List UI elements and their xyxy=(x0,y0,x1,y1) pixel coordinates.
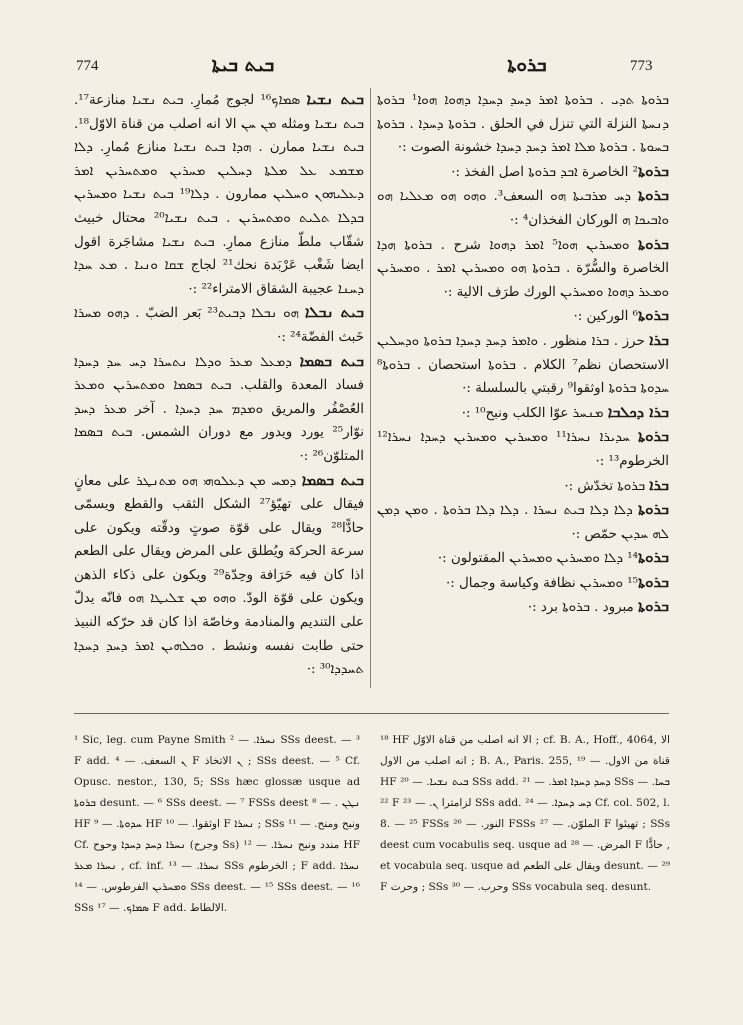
entry-lemma: ܒܪܘܬܐ xyxy=(637,597,669,616)
entry-definition: ܕܠܐ ܕܠܐ ܒܝܬ ܢܚܪܐ . ܕܠܐ ܕܠܐ ܒܪܘܬܐ . ܘܡܢ ܕܡܢ ܠܗ ܚܕܝܢ حمّص :· xyxy=(377,503,669,542)
entry-lemma: ܒܪܐ xyxy=(649,475,669,494)
entry-definition: ܚܕܝܪܐ ܢܚܪܐ¹¹ ܘܡܚܪܝܢ ܘܡܚܪܝܢ ܕܚܕܐ ܢܚܪܐ¹² الخرطوم¹³ :· xyxy=(377,430,669,469)
column-separator xyxy=(370,88,371,688)
entry-definition: ¹⁴ ܕܠܐ ܘܡܚܪܝܢ ܘܡܚܪܝܢ المقتولون :· xyxy=(437,551,638,567)
entry-lemma: ܒܪܘܬܐ xyxy=(637,306,669,325)
entry-definition: ܕܡܥܠ ܡܥܪ ܘܕܠܐ ܢܬܚܪܐ ܕܚ ܚܕ ܕܚܕܐ فساد المعدة والقلب. ܒܝܬ ܒܣܡܐ ܘܡܬܚܪܝܢ ܘܡܥܪ العُصْفُر والمريق ܘܡܕܡ ܚܕ ܕܚܕܐ . آخر ܡܥܪ ܕܚܕ نوّار²⁵ يورد ويدور مع دوران الشمس. ܒܝܬ ܒܣܡܐ المتلوّن²⁶ :· xyxy=(74,354,364,464)
entry-lemma: ܒܪܘܬܐ xyxy=(637,427,669,446)
lexicon-entry xyxy=(377,88,669,160)
lexicon-entry xyxy=(377,304,669,329)
entry-definition: ܕܚ ܡܪܒܝܬܐ ܗܘ السعف³. ܘܗܘ ܗܘ ܡܥܠܝܐ ܗܘ ܘܐܒܝܟܐ ܗ الوركان الفخذان⁴ :· xyxy=(377,189,669,228)
right-page-number: 773 xyxy=(630,58,653,74)
lexicon-entry xyxy=(74,469,364,682)
entry-lemma: ܒܝܬ ܢܒܠܐ xyxy=(304,303,364,322)
entry-definition: حرز . ܒܪܐ منظور . ܘܐܡܪ ܕܚܕ ܕܚܕܐ ܒܪܘܬܐ ܘܕܚܠܝܢ الاستحصان نظم⁷ الكلام . ܒܪܘܬܐ استحصان . ܒܪܘܬܐ⁸ ܚܕܘܬܐ ܒܪܘܬܐ اوثقوا⁹ رقبتي بالسلسلة :· xyxy=(377,333,669,397)
entry-lemma: ܒܪܘܬܐ xyxy=(637,500,669,519)
entry-definition: ܗܘ ܢܒܠܐ ܕܒܝܬ²³ بَعر الضبّ . ܕܗܘ ܡܚܪܐ خَبث الفضّة²⁴ :· xyxy=(74,306,364,345)
lexicon-entry xyxy=(74,88,364,301)
entry-definition: ܣܡܐܟ¹⁶ لجوج مُمارِ. ܒܝܬ ܢܫܝܐ منازعة¹⁷. ܒܝܬ ܢܫܝܐ ومثله ܡܢ ܚܢ الا انه اصلب من قناة الاوّل¹⁸. ܒܝܬ ܢܫܝܐ ممارن . ܗܕܐ ܒܝܬ ܢܫܝܐ منازع مُمارِ. ܕܠܐ ܡܫܡܥ ܥܠ ܡܠܬܐ ܕܚܠܝܢ ܡܚܪܝܢ ܘܡܬܚܪܝܢ ܐܡܪ ܕܥܠܝܗܘܢ ܘܚܠܝܢ ممارون . ܕܠܐ¹⁹ ܒܝܬ ܢܫܝܐ ܘܡܚܪܝܢ ܒܕܠܐ ܬܠܝܬ ܘܡܬܚܪܝܢ . ܒܝܬ ܢܫܝܐ²⁰ محتال خبيث شقّاب ملطّ منازع ممارِ. ܒܝܬ ܢܫܝܐ مشاجَرة اقول ايضا شَغْب عَرْبَدة نحك²¹ لجاج ܫܩܐ ܘܢܝܐ . ܡܥ ܚܕܐ ܕܚܢܐ عجيبة الشقاق الامتراء²² :· xyxy=(74,93,364,297)
entry-lemma: ܒܪܐ xyxy=(649,330,669,349)
left-text-column xyxy=(74,88,364,688)
lexicon-entry xyxy=(377,595,669,620)
entry-definition: ⁶ الوركين :· xyxy=(573,309,638,325)
lexicon-entry xyxy=(377,425,669,473)
lexicon-entry xyxy=(377,329,669,401)
lexicon-entry xyxy=(377,546,669,571)
entry-lemma: ܒܪܘܬܐ xyxy=(637,234,669,253)
lexicon-entry xyxy=(377,571,669,596)
lexicon-entry xyxy=(74,301,364,349)
left-footnotes: ¹ Sic, leg. cum Payne Smith ܢܚܪܐ. — ² SSs deest. — ³ F add. ܢ السعف. — ⁴ F ܢ الاتخاذ ; SSs deest. — ⁵ Cf. Opusc. nestor., 130, 5; SSs hæc glossæ usque ad ܒܪܘܬܐ desunt. — ⁶ SSs deest. — ⁷ FSSs deest ܢܛܢ . — ⁸ HF ܚܕܘܬܐ. — ⁹ HF اوثقوا. — ¹⁰ F ܢܚܪܐ ; SSs ونبح ومنح. — ¹¹ Cf. ܢܚܪܐ ܕܚܕ ܕܚܕܐ وحوح (وجرح Ss) مندد ونبح ܢܚܪܐ. — ¹² HF ܢܚܪܐ ܡܥܪ , cf. inf. ܢܚܪܐ. — ¹³ SSs الخرطوم ; F add. ܢܚܪܐ ܘܡܚܪܝܢ الفرطوس. — ¹⁴ SSs deest. — ¹⁵ SSs deest. — ¹⁶ SSs ܣܡܐܟ. — ¹⁷ F add. الالطاط. xyxy=(74,734,360,914)
left-running-head: ܒܝܬ ܒܝܬܐ xyxy=(211,54,275,76)
left-page-number: 774 xyxy=(76,58,99,74)
lexicon-entry xyxy=(377,233,669,305)
entry-definition: ¹⁵ ܘܡܚܪܝܢ نظافة وكياسة وجمال :· xyxy=(445,575,638,591)
entry-lemma: ܒܪܘܬܐ xyxy=(637,186,669,205)
entry-definition: ܕܡܚ ܡܢ ܕܥܠܘܗܝ ܗܘ ܡܬܢܛܪ على معانٍ فيقال على تهيّؤ²⁷ الشكل الثقب والقطع ويسمّى حادًّا²⁸ ويقال على قوّة صوتٍ ودقّته ويكون على سرعة الحركة ويُطلق على المرض ويقال على الطعم اذا كان فيه حَرَافة وحِدّة²⁹ ويكون على ذكاء الذهن ويكون على قوّة الودّ. ܘܗܘ ܡܢ ܫܠܝܛܐ ܗܘ فانّه يدلّ على التنديم والمنادمة وخاصّة اذا كان قد حرّكه النبيذ حتى طابت نفسه ونشط . ܘܟܠܗܝܢ ܐܡܪ ܕܚܕ ܕܚܕܐ ܬܚܕܕܐ³⁰ :· xyxy=(74,473,364,678)
lexicon-entry xyxy=(377,498,669,546)
entry-lemma: ܒܪܘܬܐ xyxy=(637,161,669,180)
footnote-rule xyxy=(74,713,669,714)
right-footnotes: ¹⁸ HF الا انه اصلب من قناة الاوّل ; cf. B. A., Hoff., 4064, الا انه اصلب من الاول ; B. A., Paris. 255, قناة من الاول. — ¹⁹ HF ܒܝܬ ܢܫܝܐ. — ²⁰ SSs add. ܕܚܕ ܕܚܕܐ ܐܡܪ. — ²¹ SSs ܒܚܐ. — ²² F لزامترا ܢ. — ²³ SSs add. ܕܚ ܕܚܕܐ. — ²⁴ Cf. col. 502, l. 8. — ²⁵ FSSs النور. — ²⁶ FSSs الملوّن. — ²⁷ F تهيئوا ; SSs deest cum vocabulis seq. usque ad المرض. — ²⁸ F حادًّا , et vocabula seq. usque ad ويقال على الطعم desunt. — ²⁹ F وحرت ; SSs وحرب. — ³⁰ SSs vocabula seq. desunt. xyxy=(380,734,670,893)
entry-definition: ܡܢܚܪ عوّا الكلب ونبح¹⁰ :· xyxy=(461,405,608,421)
lexicon-entry xyxy=(377,401,669,426)
entry-definition: ² الخاصرة ܐܒܕ ܒܪܘܬܐ اصل الفخذ :· xyxy=(451,164,638,180)
entry-lemma: ܒܪܐ ܕܟܠܒܐ xyxy=(607,402,669,421)
entry-definition: ܒܪܘܬܐ تخدّش :· xyxy=(564,478,650,494)
entry-lemma: ܒܝܬ ܒܣܡܐ xyxy=(299,351,364,370)
entry-lemma: ܒܝܬ ܢܫܝܐ xyxy=(306,90,364,108)
entry-lemma: ܒܪܘܬܐ xyxy=(637,548,669,567)
entry-definition: مبرود . ܒܪܘܬܐ برد :· xyxy=(527,600,638,616)
right-text-column xyxy=(377,88,669,688)
lexicon-entry xyxy=(377,160,669,185)
entry-definition: ܒܪܘܬܐ ܬܕܝ . ܒܪܘܬܐ ܐܡܪ ܕܚܕ ܕܚܕܐ ܕܗܘܐ ܗܘܐ¹ ܒܪܘܬܐ ܕܢܚܬܐ النزلة التي تنزل في الحلق . ܒܪܘܬܐ ܕܚܕܐ . ܒܪܘܬܐ ܒܚܘܬܐ . ܒܪܘܬܐ ܡܠܐ ܐܡܪ ܕܚܕ ܕܚܕܐ خشونة الصوت :· xyxy=(377,93,669,156)
entry-lemma: ܒܪܘܬܐ xyxy=(637,572,669,591)
lexicon-entry xyxy=(377,474,669,499)
entry-lemma: ܒܝܬ ܒܣܡܐ xyxy=(301,470,364,489)
lexicon-entry xyxy=(74,350,364,469)
entry-definition: ܘܡܚܪܝܢ ܗܘܐ⁵ ܐܡܪ ܕܗܘܐ شرح . ܒܪܘܬܐ ܗܕܐ الخاصرة والسُّرّة . ܒܪܘܬܐ ܗܘ ܘܡܚܪܝܢ ܐܡܪ . ܘܡܚܪܝܢ ܘܡܥܪ ܕܗܘܐ ܘܡܚܪܝܢ الورك طرَف الالية :· xyxy=(377,237,669,300)
lexicon-entry xyxy=(377,184,669,232)
right-running-head: ܒܪܘܬܐ xyxy=(507,54,547,76)
